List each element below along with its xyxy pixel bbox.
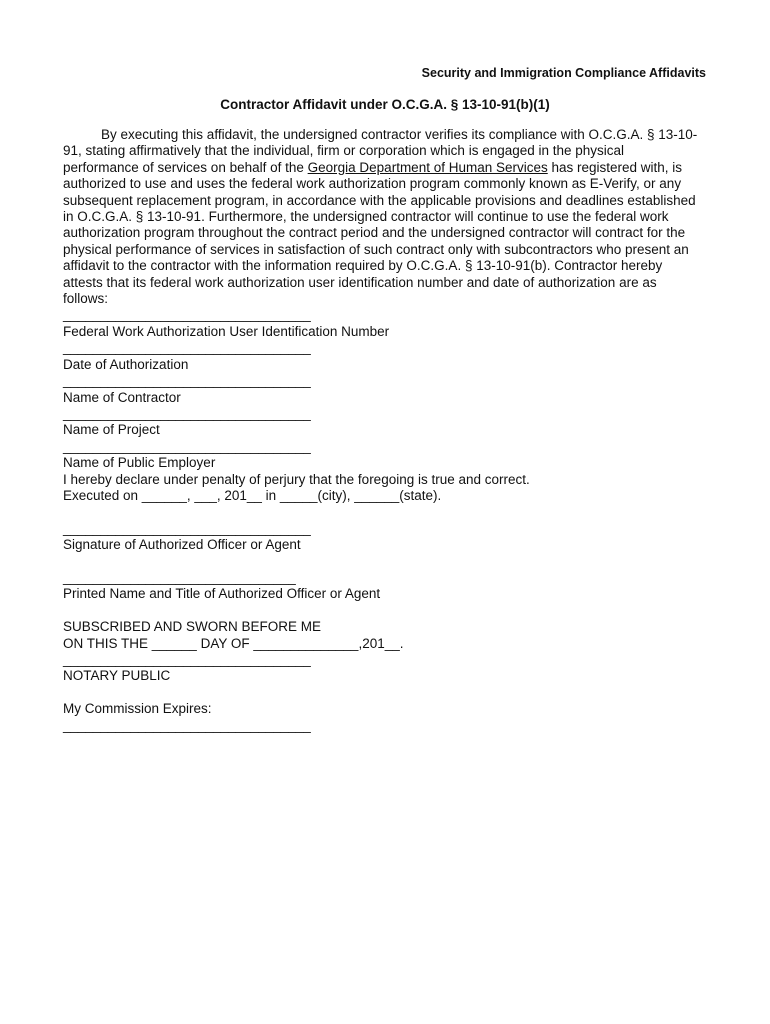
contractor-name-blank: _________________________________ bbox=[63, 373, 311, 389]
public-employer-label: Name of Public Employer bbox=[63, 455, 216, 471]
notary-label: NOTARY PUBLIC bbox=[63, 668, 171, 684]
sworn-line-1: SUBSCRIBED AND SWORN BEFORE ME bbox=[63, 619, 322, 635]
declaration-text: I hereby declare under penalty of perjury that the foregoing is true and correct. bbox=[63, 471, 530, 487]
date-auth-blank: _________________________________ bbox=[63, 340, 311, 356]
date-auth-label: Date of Authorization bbox=[63, 356, 189, 372]
document-header: Security and Immigration Compliance Affidavits bbox=[421, 66, 706, 80]
user-id-label: Federal Work Authorization User Identification Number bbox=[63, 323, 390, 339]
executed-text: Executed on ______, ___, 201__ in _____(city), ______(state). bbox=[63, 487, 442, 503]
sworn-line-2: ON THIS THE ______ DAY OF ______________,201__. bbox=[63, 635, 404, 651]
project-name-label: Name of Project bbox=[63, 422, 160, 438]
document-body bbox=[63, 127, 699, 734]
commission-label: My Commission Expires: bbox=[63, 701, 212, 717]
printed-name-label: Printed Name and Title of Authorized Officer or Agent bbox=[63, 586, 381, 602]
user-id-blank: _________________________________ bbox=[63, 307, 311, 323]
printed-name-blank: _______________________________ bbox=[63, 569, 296, 585]
paragraph-part-2: has registered with, is authorized to use and uses the federal work authorization program commonly known as E-Verify, or any subsequent replacement program, in accordance with the applicable provisions and deadlines established in O.C.G.A. § 13-10-91. Furthermore, the undersigned contractor will continue to use the federal work authorization program throughout the contract period and the undersigned contractor will contract for the physical performance of services in satisfaction of such contract only with subcontractors who present an affidavit to the contractor with the information required by O.C.G.A. § 13-10-91(b). Contractor hereby attests that its federal work authorization user identification number and date of authorization are as follows: bbox=[63, 159, 696, 307]
spacer bbox=[63, 685, 699, 701]
contractor-name-label: Name of Contractor bbox=[63, 389, 181, 405]
paragraph-part-1: By executing this affidavit, the undersigned contractor verifies its compliance with O.C.G.A. § 13-10-91, stating affirmatively that the individual, firm or corporation which is engaged in the physical performance of services on behalf of the bbox=[63, 127, 698, 175]
agency-name: Georgia Department of Human Services bbox=[307, 159, 548, 175]
project-name-blank: _________________________________ bbox=[63, 405, 311, 421]
signature-blank: _________________________________ bbox=[63, 520, 311, 536]
spacer bbox=[63, 504, 699, 520]
commission-blank: _________________________________ bbox=[63, 717, 311, 733]
public-employer-blank: _________________________________ bbox=[63, 438, 311, 454]
document-title: Contractor Affidavit under O.C.G.A. § 13-10-91(b)(1) bbox=[220, 97, 550, 112]
affidavit-paragraph bbox=[63, 127, 699, 307]
notary-blank: _________________________________ bbox=[63, 651, 311, 667]
signature-label: Signature of Authorized Officer or Agent bbox=[63, 537, 301, 553]
spacer bbox=[63, 603, 699, 619]
spacer bbox=[63, 554, 699, 570]
